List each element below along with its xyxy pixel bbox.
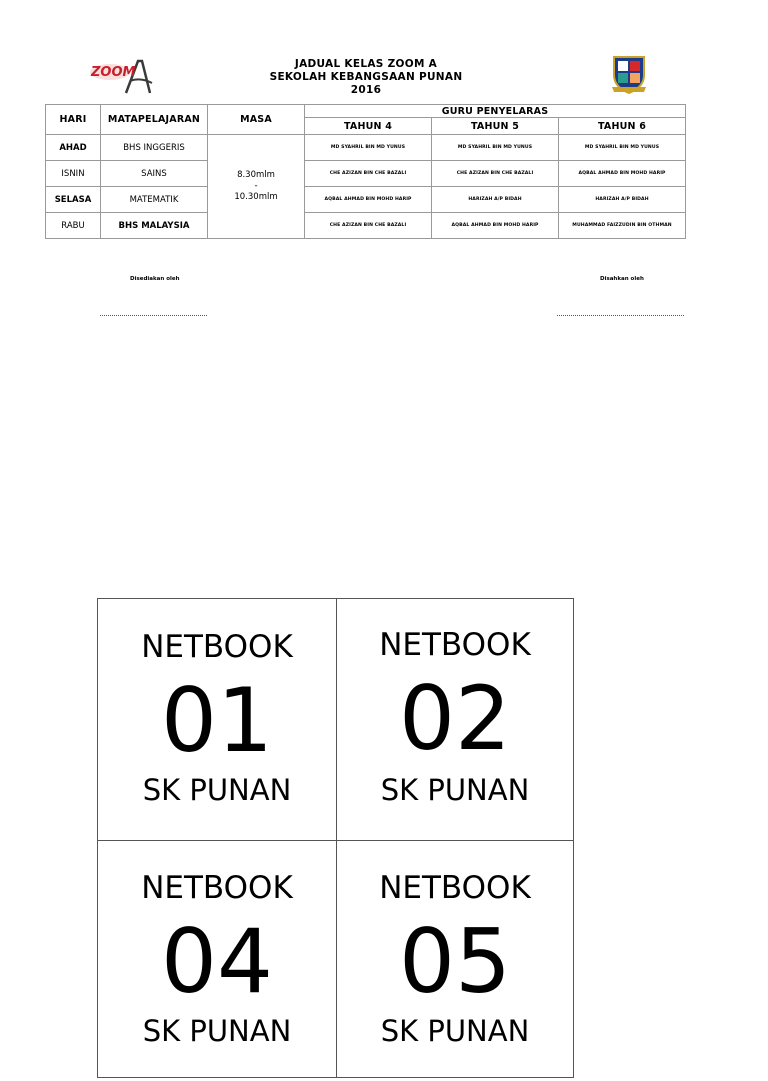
cell-teacher-t5: AQBAL AHMAD BIN MOHD HARIP [432,213,559,239]
label-school: SK PUNAN [142,773,292,807]
prepared-by-label: Disediakan oleh [130,276,180,282]
cell-subject: BHS INGGERIS [101,135,208,161]
cell-teacher-t6: MUHAMMAD FAIZZUDIN BIN OTHMAN [559,213,686,239]
label-number: 02 [399,667,511,770]
cell-day: AHAD [46,135,101,161]
schedule-table [45,104,686,239]
header-time: MASA [208,105,305,135]
cell-day: SELASA [46,187,101,213]
netbook-label [98,599,336,840]
cell-teacher-t4: CHE AZIZAN BIN CHE BAZALI [305,213,432,239]
prepared-by-signature-line [100,315,207,316]
cell-time [208,135,305,239]
time-start: 8.30mlm [237,170,275,180]
label-title: NETBOOK [141,629,293,665]
school-crest-logo [610,53,648,95]
cell-teacher-t6: HARIZAH A/P BIDAH [559,187,686,213]
time-separator: - [254,181,258,191]
cell-teacher-t4: MD SYAHRIL BIN MD YUNUS [305,135,432,161]
cell-teacher-t5: MD SYAHRIL BIN MD YUNUS [432,135,559,161]
cell-teacher-t6: AQBAL AHMAD BIN MOHD HARIP [559,161,686,187]
title-line-2: SEKOLAH KEBANGSAAN PUNAN [269,71,463,83]
header-subject: MATAPELAJARAN [101,105,208,135]
label-school: SK PUNAN [142,1014,292,1048]
label-school: SK PUNAN [380,1014,530,1048]
netbook-label [98,840,336,1081]
svg-text:ZOOM: ZOOM [91,65,136,80]
time-end: 10.30mlm [234,192,278,202]
cell-teacher-t4: AQBAL AHMAD BIN MOHD HARIP [305,187,432,213]
label-number: 01 [161,669,273,772]
cell-teacher-t4: CHE AZIZAN BIN CHE BAZALI [305,161,432,187]
label-title: NETBOOK [379,627,531,663]
cell-subject: SAINS [101,161,208,187]
table-row [46,187,686,213]
cell-teacher-t5: HARIZAH A/P BIDAH [432,187,559,213]
cell-day: RABU [46,213,101,239]
table-row [46,161,686,187]
label-title: NETBOOK [379,870,531,906]
header-coordinator: GURU PENYELARAS [305,105,686,118]
approved-by-label: Disahkan oleh [600,276,644,282]
approved-by-signature-line [557,315,684,316]
cell-teacher-t5: CHE AZIZAN BIN CHE BAZALI [432,161,559,187]
label-number: 04 [161,910,273,1013]
zoom-a-logo [88,57,158,97]
table-row [46,213,686,239]
netbook-labels-grid [97,598,574,1078]
label-title: NETBOOK [141,870,293,906]
header-tahun-5: TAHUN 5 [432,118,559,135]
header-hari: HARI [46,105,101,135]
header-tahun-4: TAHUN 4 [305,118,432,135]
cell-subject: MATEMATIK [101,187,208,213]
table-row [46,135,686,161]
cell-subject: BHS MALAYSIA [101,213,208,239]
title-line-1: JADUAL KELAS ZOOM A [294,58,438,70]
page-title [200,58,532,97]
label-number: 05 [399,910,511,1013]
header-tahun-6: TAHUN 6 [559,118,686,135]
label-school: SK PUNAN [380,773,530,807]
title-line-3: 2016 [350,84,382,96]
netbook-label [336,599,574,840]
cell-teacher-t6: MD SYAHRIL BIN MD YUNUS [559,135,686,161]
netbook-label [336,840,574,1081]
cell-day: ISNIN [46,161,101,187]
